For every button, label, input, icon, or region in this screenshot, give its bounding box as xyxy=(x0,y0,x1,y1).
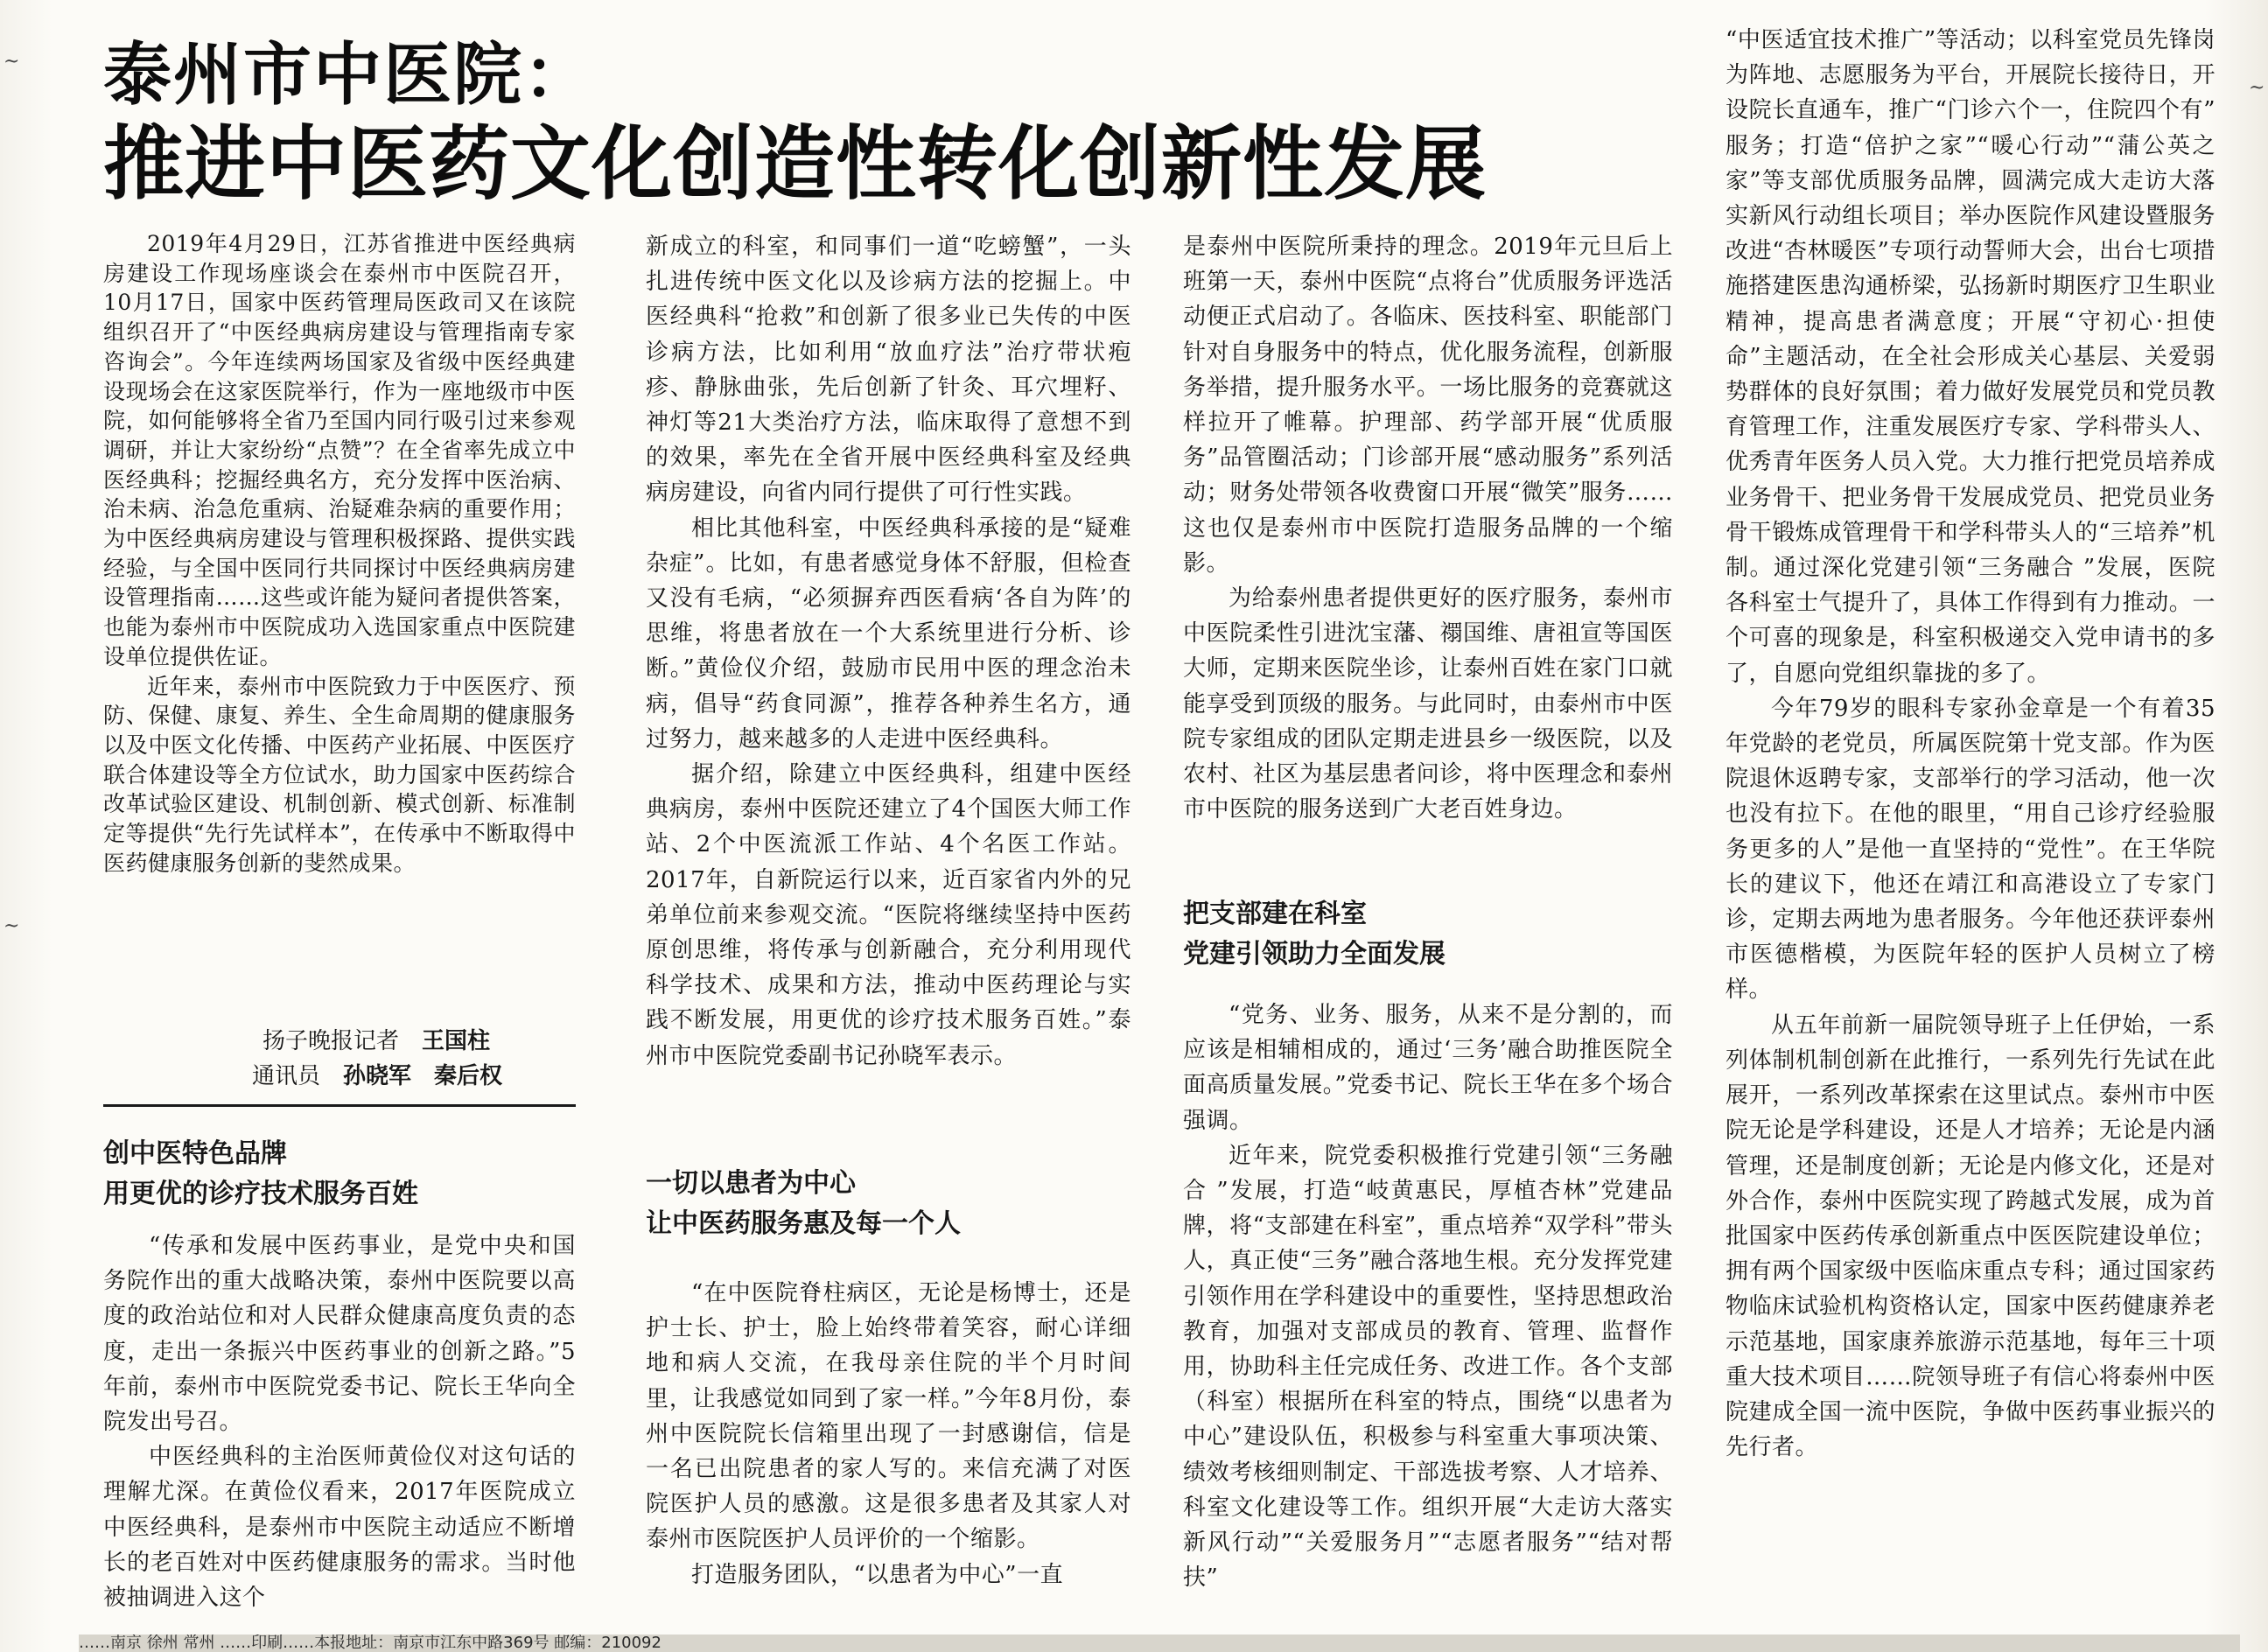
body-paragraph: “中医适宜技术推广”等活动；以科室党员先锋岗为阵地、志愿服务为平台，开展院长接待日，开设院长直通车，推广“门诊六个一，住院四个有” 服务；打造“倍护之家”“暖心行动”“蒲公英之家”等支部优质服务品牌，圆满完成大走访大落实新风行动组长项目；举办医院作风建设暨服务改进“杏林暖医”专项行动誓师大会，出台七项措施搭建医患沟通桥梁，弘扬新时期医疗卫生职业精神，提高患者满意度；开展“守初心·担使命”主题活动，在全社会形成关心基层、关爱弱势群体的良好氛围；着力做好发展党员和党员教育管理工作，注重发展医疗专家、学科带头人、优秀青年医务人员入党。大力推行把党员培养成业务骨干、把业务骨干发展成党员、把党员业务骨干锻炼成管理骨干和学科带头人的“三培养”机制。通过深化党建引领“三务融合 ”发展，医院各科室士气提升了，具体工作得到有力推动。一个可喜的现象是，科室积极递交入党申请书的多了，自愿向党组织靠拢的多了。 xyxy=(1726,27,2216,687)
column-2 xyxy=(646,229,1131,1139)
body-paragraph: 打造服务团队，“以患者为中心”一直 xyxy=(691,1561,1064,1588)
reporter-byline xyxy=(262,1026,490,1057)
body-paragraph: 新成立的科室，和同事们一道“吃螃蟹”，一头扎进传统中医文化以及诊病方法的挖掘上。中医经典科“抢救”和创新了很多业已失传的中医诊病方法，比如利用“放血疗法”治疗带状疱疹、静脉曲张，先后创新了针灸、耳穴埋籽、神灯等21大类治疗方法，临床取得了意想不到的效果，率先在全省开展中医经典科室及经典病房建设，向省内同行提供了可行性实践。 xyxy=(646,234,1131,507)
subhead-2 xyxy=(646,1164,961,1244)
headline-line-2: 推进中医药文化创造性转化创新性发展 xyxy=(103,117,1488,211)
article-headline xyxy=(103,35,1766,214)
page-edge-mark: ~ xyxy=(4,51,20,73)
subhead-line: 党建引领助力全面发展 xyxy=(1183,939,1446,970)
subhead-line: 把支部建在科室 xyxy=(1183,899,1367,929)
reporter-label: 扬子晚报记者 xyxy=(262,1028,400,1054)
intro-paragraph: 近年来，泰州市中医院致力于中医医疗、预防、保健、康复、养生、全生命周期的健康服务以及中医文化传播、中医药产业拓展、中医医疗联合体建设等全方位试水，助力国家中医药综合改革试验区建设、机制创新、模式创新、标准制定等提供“先行先试样本”，在传承中不断取得中医药健康服务创新的斐然成果。 xyxy=(103,673,576,876)
reporter-name: 王国柱 xyxy=(422,1028,491,1054)
headline-line-1: 泰州市中医院： xyxy=(103,36,594,115)
column-4 xyxy=(1726,23,2216,1612)
body-paragraph: 近年来，院党委积极推行党建引领“三务融合 ”发展，打造“岐黄惠民，厚植杏林”党建品牌，将“支部建在科室”，重点培养“双学科”带头人，真正使“三务”融合落地生根。充分发挥党建引领作用在学科建设中的重要性，坚持思想政治教育，加强对支部成员的教育、管理、监督作用，协助科主任完成任务、改进工作。各个支部（科室）根据所在科室的特点，围绕“以患者为中心”建设队伍，积极参与科室重大事项决策、绩效考核细则制定、干部选拔考察、人才培养、科室文化建设等工作。组织开展“大走访大落实新风行动”“关爱服务月”“志愿者服务”“结对帮扶” xyxy=(1183,1142,1673,1592)
body-paragraph: 为给泰州患者提供更好的医疗服务，泰州市中医院柔性引进沈宝藩、禤国维、唐祖宣等国医大师，定期来医院坐诊，让泰州百姓在家门口就能享受到顶级的服务。与此同时，由泰州市中医院专家组成的团队定期走进县乡一级医院，以及农村、社区为基层患者问诊，将中医理念和泰州市中医院的服务送到广大老百姓身边。 xyxy=(1183,585,1673,823)
subhead-line: 用更优的诊疗技术服务百姓 xyxy=(103,1179,418,1209)
page-edge-mark: ~ xyxy=(4,915,20,937)
body-paragraph: 今年79岁的眼科专家孙金章是一个有着35年党龄的老党员，所属医院第十党支部。作为医院退休返聘专家，支部举行的学习活动，他一次也没有拉下。在他的眼里，“用自己诊疗经验服务更多的人”是他一直坚持的“党性”。在王华院长的建议下，他还在靖江和高港设立了专家门诊，定期去两地为患者服务。今年他还获评泰州市医德楷模，为医院年轻的医护人员树立了榜样。 xyxy=(1726,695,2216,1004)
subhead-line: 创中医特色品牌 xyxy=(103,1138,287,1169)
section-3-body xyxy=(1183,998,1673,1614)
subhead-line: 一切以患者为中心 xyxy=(646,1168,856,1199)
body-paragraph: 据介绍，除建立中医经典科，组建中医经典病房，泰州中医院还建立了4个国医大师工作站、2个中医流派工作站、4个名医工作站。2017年，自新院运行以来，近百家省内外的兄弟单位前来参观交流。“医院将继续坚持中医药原创思维，将传承与创新融合，充分利用现代科学技术、成果和方法，推动中医药理论与实践不断发展，用更优的诊疗技术服务百姓。”泰州市中医院党委副书记孙晓军表示。 xyxy=(646,761,1131,1069)
body-paragraph: “传承和发展中医药事业，是党中央和国务院作出的重大战略决策，泰州中医院要以高度的政治站位和对人民群众健康高度负责的态度，走出一条振兴中医药事业的创新之路。”5年前，泰州市中医院党委书记、院长王华向全院发出号召。 xyxy=(103,1233,576,1436)
body-paragraph: 是泰州中医院所秉持的理念。2019年元旦后上班第一天，泰州中医院“点将台”优质服务评选活动便正式启动了。各临床、医技科室、职能部门针对自身服务中的特点，优化服务流程，创新服务举措，提升服务水平。一场比服务的竞赛就这样拉开了帷幕。护理部、药学部开展“优质服务”品管圈活动；门诊部开展“感动服务”系列活动；财务处带领各收费窗口开展“微笑”服务……这也仅是泰州市中医院打造服务品牌的一个缩影。 xyxy=(1183,234,1673,577)
subhead-3 xyxy=(1183,894,1446,975)
correspondent-byline xyxy=(252,1060,502,1092)
correspondent-names: 孙晓军 秦后权 xyxy=(343,1063,503,1089)
subhead-line: 让中医药服务惠及每一个人 xyxy=(646,1208,961,1239)
column-3 xyxy=(1183,229,1673,868)
section-2-body xyxy=(646,1276,1131,1614)
intro-paragraph: 2019年4月29日，江苏省推进中医经典病房建设工作现场座谈会在泰州市中医院召开，10月17日，国家中医药管理局医政司又在该院组织召开了“中医经典病房建设与管理指南专家咨询会”。今年连续两场国家及省级中医经典建设现场会在这家医院举行，作为一座地级市中医院，如何能够将全省乃至国内同行吸引过来参观调研，并让大家纷纷“点赞”？在全省率先成立中医经典科；挖掘经典名方，充分发挥中医治病、治未病、治急危重病、治疑难杂病的重要作用；为中医经典病房建设与管理积极探路、提供实践经验，与全国中医同行共同探讨中医经典病房建设管理指南……这些或许能为疑问者提供答案，也能为泰州市中医院成功入选国家重点中医院建设单位提供佐证。 xyxy=(103,231,576,669)
body-paragraph: 中医经典科的主治医师黄俭仪对这句话的理解尤深。在黄俭仪看来，2017年医院成立中医经典科，是泰州市中医院主动适应不断增长的老百姓对中医药健康服务的需求。当时他被抽调进入这个 xyxy=(103,1444,576,1612)
body-paragraph: “在中医院脊柱病区，无论是杨博士，还是护士长、护士，脸上始终带着笑容，耐心详细地和病人交流，在我母亲住院的半个月时间里，让我感觉如同到了家一样。”今年8月份，泰州中医院院长信箱里出现了一封感谢信，信是一名已出院患者的家人写的。来信充满了对医院医护人员的感激。这是很多患者及其家人对泰州市医院医护人员评价的一个缩影。 xyxy=(646,1280,1131,1553)
body-paragraph: “党务、业务、服务，从来不是分割的，而应该是相辅相成的，通过‘三务’融合助推医院全面高质量发展。”党委书记、院长王华在多个场合强调。 xyxy=(1183,1002,1673,1134)
body-paragraph: 相比其他科室，中医经典科承接的是“疑难杂症”。比如，有患者感觉身体不舒服，但检查又没有毛病，“必须摒弃西医看病‘各自为阵’的思维，将患者放在一个大系统里进行分析、诊断。”黄俭仪介绍，鼓励市民用中医的理念治未病，倡导“药食同源”，推荐各种养生名方，通过努力，越来越多的人走进中医经典科。 xyxy=(646,514,1131,752)
correspondent-label: 通讯员 xyxy=(252,1063,321,1089)
section-1-body xyxy=(103,1228,576,1614)
page-footer-strip: ……南京 徐州 常州 ……印刷……本报地址：南京市江东中路369号 邮编：210092 xyxy=(79,1634,2240,1652)
subhead-1 xyxy=(103,1134,418,1214)
section-divider xyxy=(103,1104,576,1107)
page-edge-mark: ~ xyxy=(2249,77,2265,99)
body-paragraph: 从五年前新一届院领导班子上任伊始，一系列体制机制创新在此推行，一系列先行先试在此展开，一系列改革探索在这里试点。泰州市中医院无论是学科建设，还是人才培养；无论是内涵管理，还是制度创新；无论是内修文化，还是对外合作，泰州中医院实现了跨越式发展，成为首批国家中医药传承创新重点中医医院建设单位；拥有两个国家级中医临床重点专科；通过国家药物临床试验机构资格认定，国家中医药健康养老示范基地，国家康养旅游示范基地，每年三十项重大技术项目……院领导班子有信心将泰州中医院建成全国一流中医院，争做中医药事业振兴的先行者。 xyxy=(1726,1012,2216,1461)
